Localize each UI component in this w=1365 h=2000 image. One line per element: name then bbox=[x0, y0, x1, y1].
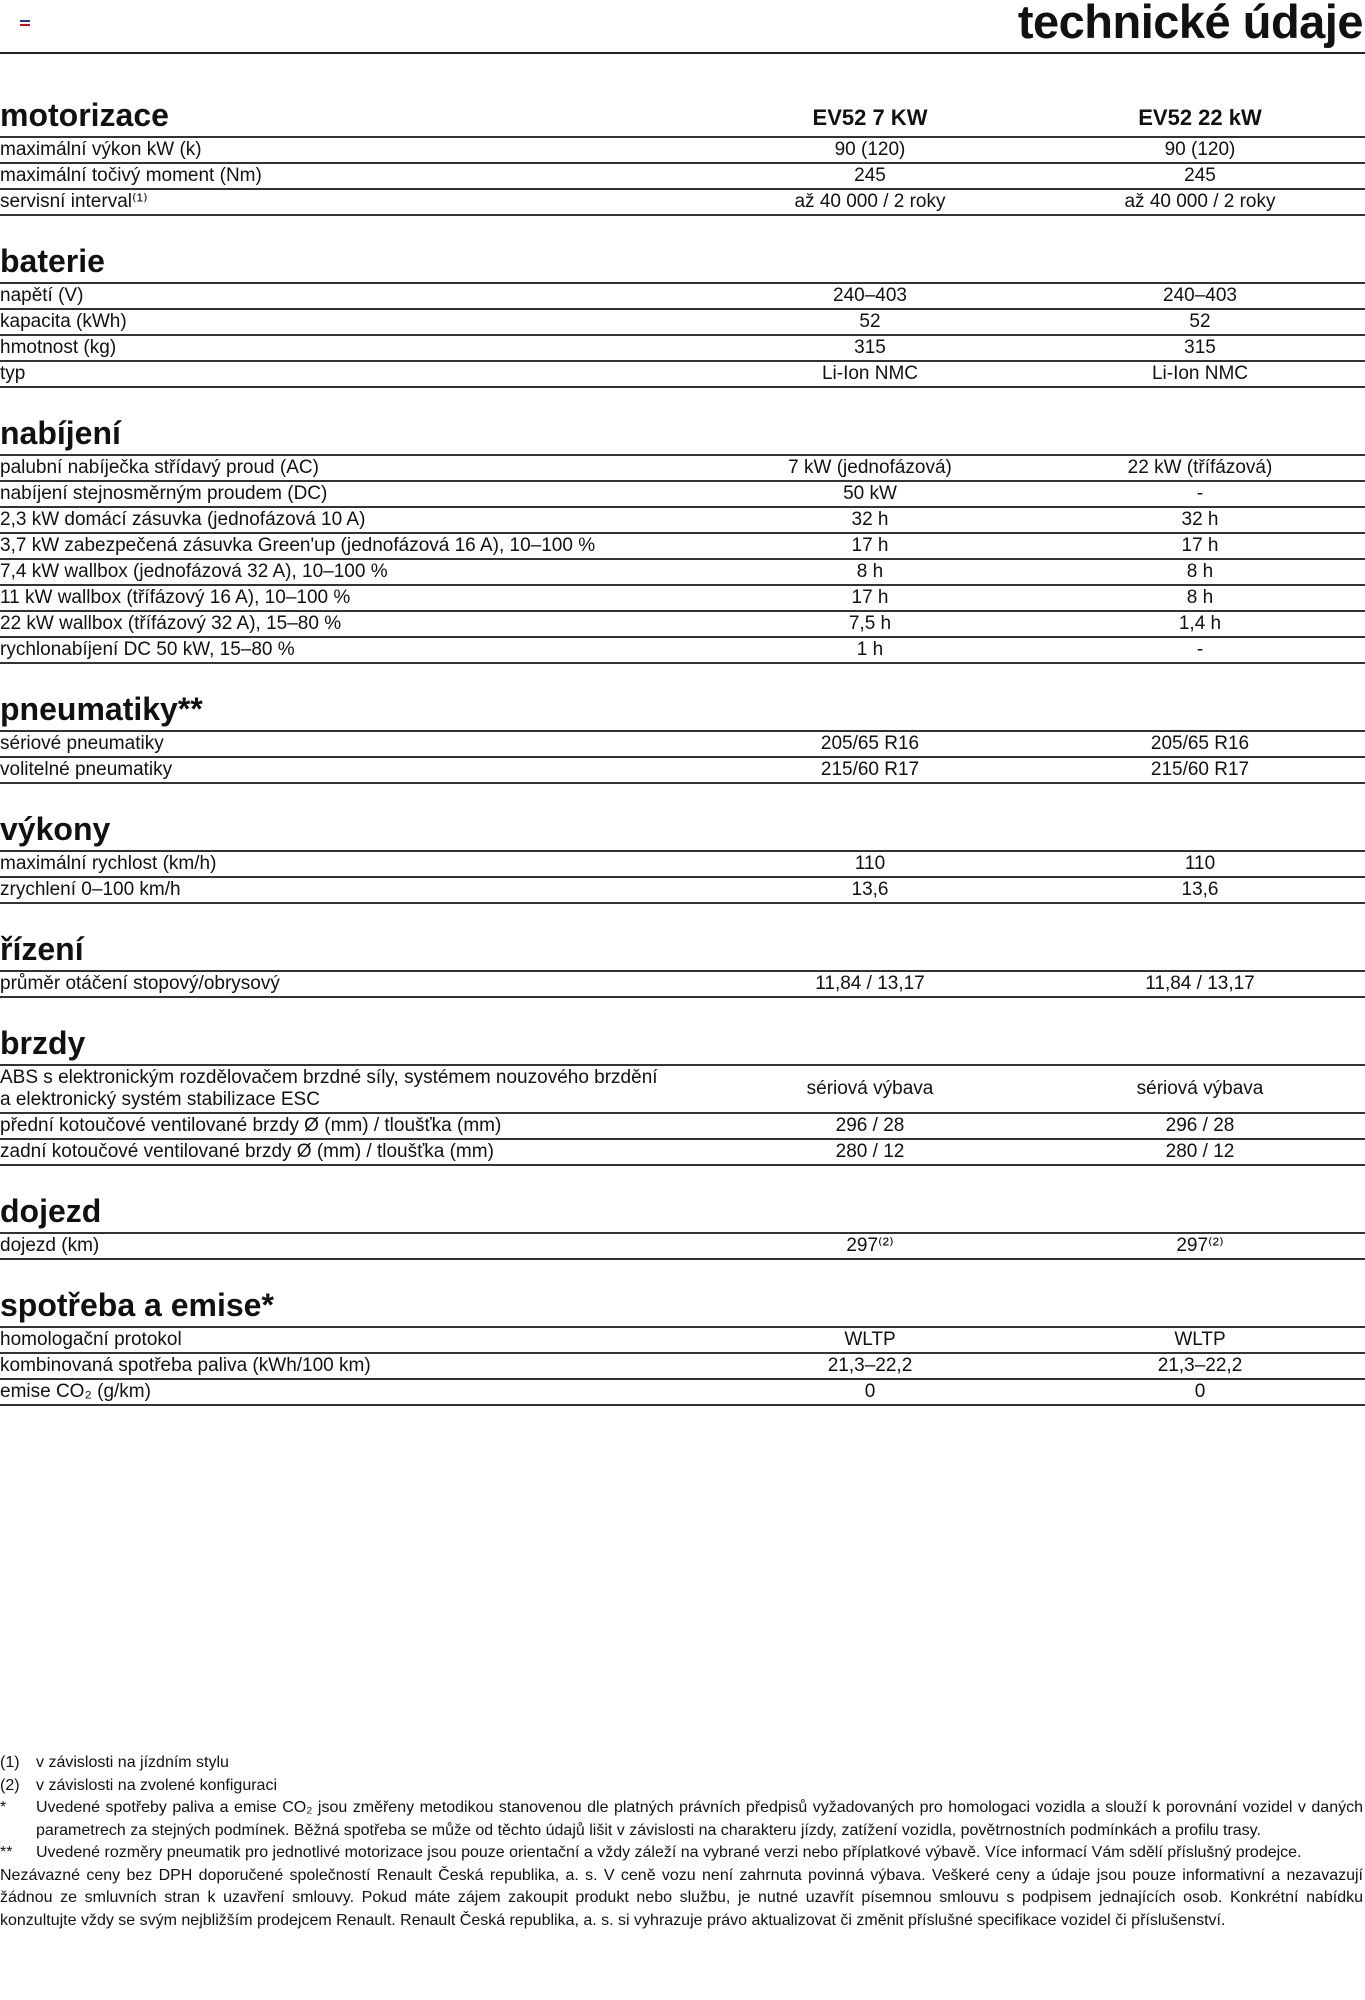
spec-row bbox=[0, 138, 1365, 164]
spec-value: 90 (120) bbox=[834, 139, 906, 160]
spec-label: maximální točivý moment (Nm) bbox=[0, 165, 262, 186]
spec-value: 240–403 bbox=[833, 285, 907, 306]
spec-row bbox=[0, 164, 1365, 190]
section-header bbox=[0, 922, 1365, 972]
spec-label: přední kotoučové ventilované brzdy Ø (mm) / tloušťka (mm) bbox=[0, 1115, 502, 1136]
spec-value: 297⁽²⁾ bbox=[846, 1235, 894, 1256]
spec-label: zadní kotoučové ventilované brzdy Ø (mm) / tloušťka (mm) bbox=[0, 1141, 494, 1162]
footnote-text: Uvedené spotřeby paliva a emise CO₂ jsou změřeny metodikou stanovenou dle platných právních předpisů vyžadovaných pro homologaci vozidla a slouží k porovnání vozidel v daných parametrech za stejných podmínek. Běžná spotřeba se může od těchto údajů lišit v závislosti na charakteru jízdy, zatížení vozidla, povětrnostních podmínkách a profilu trasy. bbox=[36, 1799, 1363, 1839]
spec-value: až 40 000 / 2 roky bbox=[1124, 191, 1276, 212]
section-title: motorizace bbox=[0, 97, 169, 133]
spec-value: 240–403 bbox=[1163, 285, 1237, 306]
spec-value: 32 h bbox=[1181, 509, 1219, 530]
spec-value: 280 / 12 bbox=[835, 1141, 905, 1162]
spec-section bbox=[0, 1184, 1365, 1260]
spec-value: až 40 000 / 2 roky bbox=[794, 191, 946, 212]
section-title: dojezd bbox=[0, 1193, 102, 1229]
spec-value: 215/60 R17 bbox=[1150, 759, 1250, 780]
spec-row bbox=[0, 1066, 1365, 1114]
page-title: technické údaje bbox=[1017, 0, 1363, 48]
spec-table bbox=[0, 88, 1365, 1424]
section-title: brzdy bbox=[0, 1025, 86, 1061]
footnote bbox=[0, 1842, 1363, 1865]
spec-label: dojezd (km) bbox=[0, 1235, 100, 1256]
spec-value: Li-Ion NMC bbox=[821, 363, 919, 384]
spec-value: 11,84 / 13,17 bbox=[1145, 973, 1255, 994]
spec-value: 1 h bbox=[856, 639, 884, 660]
spec-label: sériové pneumatiky bbox=[0, 733, 164, 754]
spec-section bbox=[0, 234, 1365, 388]
section-title: výkony bbox=[0, 811, 111, 847]
spec-value: sériová výbava bbox=[806, 1078, 934, 1099]
spec-row bbox=[0, 638, 1365, 664]
spec-value: 1,4 h bbox=[1178, 613, 1222, 634]
spec-value: 296 / 28 bbox=[835, 1115, 905, 1136]
spec-value: sériová výbava bbox=[1136, 1078, 1264, 1099]
spec-row bbox=[0, 190, 1365, 216]
footnote-text: v závislosti na zvolené konfiguraci bbox=[36, 1776, 278, 1794]
spec-value: 17 h bbox=[851, 587, 889, 608]
spec-label: 11 kW wallbox (třífázový 16 A), 10–100 % bbox=[0, 587, 351, 608]
spec-row bbox=[0, 852, 1365, 878]
spec-section bbox=[0, 682, 1365, 784]
spec-label: 7,4 kW wallbox (jednofázová 32 A), 10–100 % bbox=[0, 561, 388, 582]
spec-row bbox=[0, 1114, 1365, 1140]
spec-label: hmotnost (kg) bbox=[0, 337, 117, 358]
spec-label: kapacita (kWh) bbox=[0, 311, 127, 332]
footnote-text: v závislosti na jízdním stylu bbox=[36, 1754, 229, 1771]
header-divider bbox=[0, 52, 1365, 54]
spec-label: 3,7 kW zabezpečená zásuvka Green'up (jednofázová 16 A), 10–100 % bbox=[0, 535, 596, 556]
spec-section bbox=[0, 1016, 1365, 1166]
section-title: spotřeba a emise* bbox=[0, 1287, 274, 1323]
spec-row bbox=[0, 972, 1365, 998]
spec-value: 13,6 bbox=[851, 879, 889, 900]
spec-label: 2,3 kW domácí zásuvka (jednofázová 10 A) bbox=[0, 509, 366, 530]
spec-section bbox=[0, 406, 1365, 664]
column-header: EV52 22 kW bbox=[1138, 105, 1262, 130]
spec-label: nabíjení stejnosměrným proudem (DC) bbox=[0, 483, 328, 504]
spec-label: homologační protokol bbox=[0, 1329, 182, 1350]
spec-row bbox=[0, 336, 1365, 362]
section-header bbox=[0, 406, 1365, 456]
spec-label: rychlonabíjení DC 50 kW, 15–80 % bbox=[0, 639, 295, 660]
spec-row bbox=[0, 878, 1365, 904]
spec-row bbox=[0, 1140, 1365, 1166]
section-header bbox=[0, 88, 1365, 138]
spec-label: emise CO₂ (g/km) bbox=[0, 1381, 151, 1402]
footnote bbox=[0, 1797, 1363, 1842]
spec-row bbox=[0, 1234, 1365, 1260]
spec-value: 7,5 h bbox=[848, 613, 892, 634]
spec-value: 32 h bbox=[851, 509, 889, 530]
footnote-mark: * bbox=[0, 1799, 7, 1816]
spec-value: 7 kW (jednofázová) bbox=[788, 457, 952, 478]
spec-value: 50 kW bbox=[843, 483, 897, 504]
spec-value: Li-Ion NMC bbox=[1151, 363, 1249, 384]
spec-value: 21,3–22,2 bbox=[827, 1355, 913, 1376]
spec-row bbox=[0, 732, 1365, 758]
spec-label: maximální rychlost (km/h) bbox=[0, 853, 217, 874]
spec-row bbox=[0, 310, 1365, 336]
spec-value: - bbox=[1196, 639, 1204, 660]
spec-value: 205/65 R16 bbox=[820, 733, 920, 754]
column-header: EV52 7 KW bbox=[812, 105, 928, 130]
spec-row bbox=[0, 362, 1365, 388]
spec-value: 0 bbox=[864, 1381, 876, 1402]
section-header bbox=[0, 682, 1365, 732]
spec-value: 21,3–22,2 bbox=[1157, 1355, 1243, 1376]
brand-logo-icon bbox=[20, 20, 30, 28]
spec-row bbox=[0, 456, 1365, 482]
section-title: baterie bbox=[0, 243, 105, 279]
spec-value: 11,84 / 13,17 bbox=[815, 973, 925, 994]
section-header bbox=[0, 234, 1365, 284]
spec-value: 110 bbox=[1184, 853, 1216, 874]
spec-value: 205/65 R16 bbox=[1150, 733, 1250, 754]
footnotes bbox=[0, 1752, 1363, 1932]
spec-value: 8 h bbox=[1186, 561, 1214, 582]
section-header bbox=[0, 802, 1365, 852]
spec-label: zrychlení 0–100 km/h bbox=[0, 879, 181, 900]
section-header bbox=[0, 1278, 1365, 1328]
spec-row bbox=[0, 560, 1365, 586]
spec-row bbox=[0, 586, 1365, 612]
footnote-text: Uvedené rozměry pneumatik pro jednotlivé motorizace jsou pouze orientační a vždy záleží na vybrané verzi nebo příplatkové výbavě. Více informací Vám sdělí příslušný prodejce. bbox=[36, 1844, 1302, 1861]
spec-value: 297⁽²⁾ bbox=[1176, 1235, 1224, 1256]
spec-value: 0 bbox=[1194, 1381, 1206, 1402]
disclaimer-text: Nezávazné ceny bez DPH doporučené společností Renault Česká republika, a. s. V ceně vozu není zahrnuta povinná výbava. Veškeré ceny a údaje jsou pouze informativní a nezavazují žádnou ze smluvních stran k uzavření smlouvy. Pokud máte zájem zakoupit produkt nebo službu, je nutné uzavřít písemnou smlouvu s podpisem jednajících osob. Konkrétní nabídku konzultujte vždy se svým nejbližším prodejcem Renault. Renault Česká republika, a. s. si vyhrazuje právo aktualizovat či změnit příslušné specifikace vozidel či příslušenství. bbox=[0, 1866, 1363, 1929]
section-title: nabíjení bbox=[0, 415, 121, 451]
spec-value: 90 (120) bbox=[1164, 139, 1236, 160]
spec-value: 215/60 R17 bbox=[820, 759, 920, 780]
spec-value: - bbox=[1196, 483, 1204, 504]
section-title: řízení bbox=[0, 931, 84, 967]
spec-value: 22 kW (třífázová) bbox=[1127, 457, 1273, 478]
spec-value: 17 h bbox=[1181, 535, 1219, 556]
spec-label: ABS s elektronickým rozdělovačem brzdné síly, systémem nouzového brzdění a elektronický systém stabilizace ESC bbox=[0, 1067, 658, 1110]
section-header bbox=[0, 1016, 1365, 1066]
spec-value: WLTP bbox=[1174, 1329, 1226, 1350]
spec-section bbox=[0, 922, 1365, 998]
spec-label: servisní interval⁽¹⁾ bbox=[0, 191, 148, 212]
spec-label: palubní nabíječka střídavý proud (AC) bbox=[0, 457, 319, 478]
spec-row bbox=[0, 1328, 1365, 1354]
spec-row bbox=[0, 1354, 1365, 1380]
spec-value: 296 / 28 bbox=[1165, 1115, 1235, 1136]
spec-label: typ bbox=[0, 363, 26, 384]
spec-value: WLTP bbox=[844, 1329, 896, 1350]
spec-row bbox=[0, 482, 1365, 508]
spec-value: 8 h bbox=[1186, 587, 1214, 608]
spec-value: 52 bbox=[1189, 311, 1211, 332]
footnote bbox=[0, 1775, 1363, 1798]
spec-label: kombinovaná spotřeba paliva (kWh/100 km) bbox=[0, 1355, 371, 1376]
spec-value: 280 / 12 bbox=[1165, 1141, 1235, 1162]
spec-value: 245 bbox=[854, 165, 886, 186]
footnote bbox=[0, 1752, 1363, 1775]
spec-row bbox=[0, 284, 1365, 310]
spec-value: 17 h bbox=[851, 535, 889, 556]
spec-section bbox=[0, 1278, 1365, 1406]
spec-value: 8 h bbox=[856, 561, 884, 582]
section-header bbox=[0, 1184, 1365, 1234]
spec-row bbox=[0, 508, 1365, 534]
spec-row bbox=[0, 612, 1365, 638]
spec-value: 110 bbox=[854, 853, 886, 874]
footnote-mark: (2) bbox=[0, 1776, 20, 1794]
spec-value: 245 bbox=[1184, 165, 1216, 186]
spec-label: průměr otáčení stopový/obrysový bbox=[0, 973, 280, 994]
spec-value: 52 bbox=[859, 311, 881, 332]
spec-row bbox=[0, 758, 1365, 784]
spec-label: volitelné pneumatiky bbox=[0, 759, 173, 780]
spec-label: maximální výkon kW (k) bbox=[0, 139, 202, 160]
footnote-mark: ** bbox=[0, 1844, 13, 1861]
spec-value: 315 bbox=[1184, 337, 1216, 358]
spec-value: 13,6 bbox=[1181, 879, 1219, 900]
spec-row bbox=[0, 534, 1365, 560]
section-title: pneumatiky** bbox=[0, 691, 203, 727]
spec-label: 22 kW wallbox (třífázový 32 A), 15–80 % bbox=[0, 613, 342, 634]
spec-section bbox=[0, 88, 1365, 216]
spec-label: napětí (V) bbox=[0, 285, 84, 306]
spec-value: 315 bbox=[854, 337, 886, 358]
spec-section bbox=[0, 802, 1365, 904]
footnote-mark: (1) bbox=[0, 1754, 20, 1771]
spec-row bbox=[0, 1380, 1365, 1406]
